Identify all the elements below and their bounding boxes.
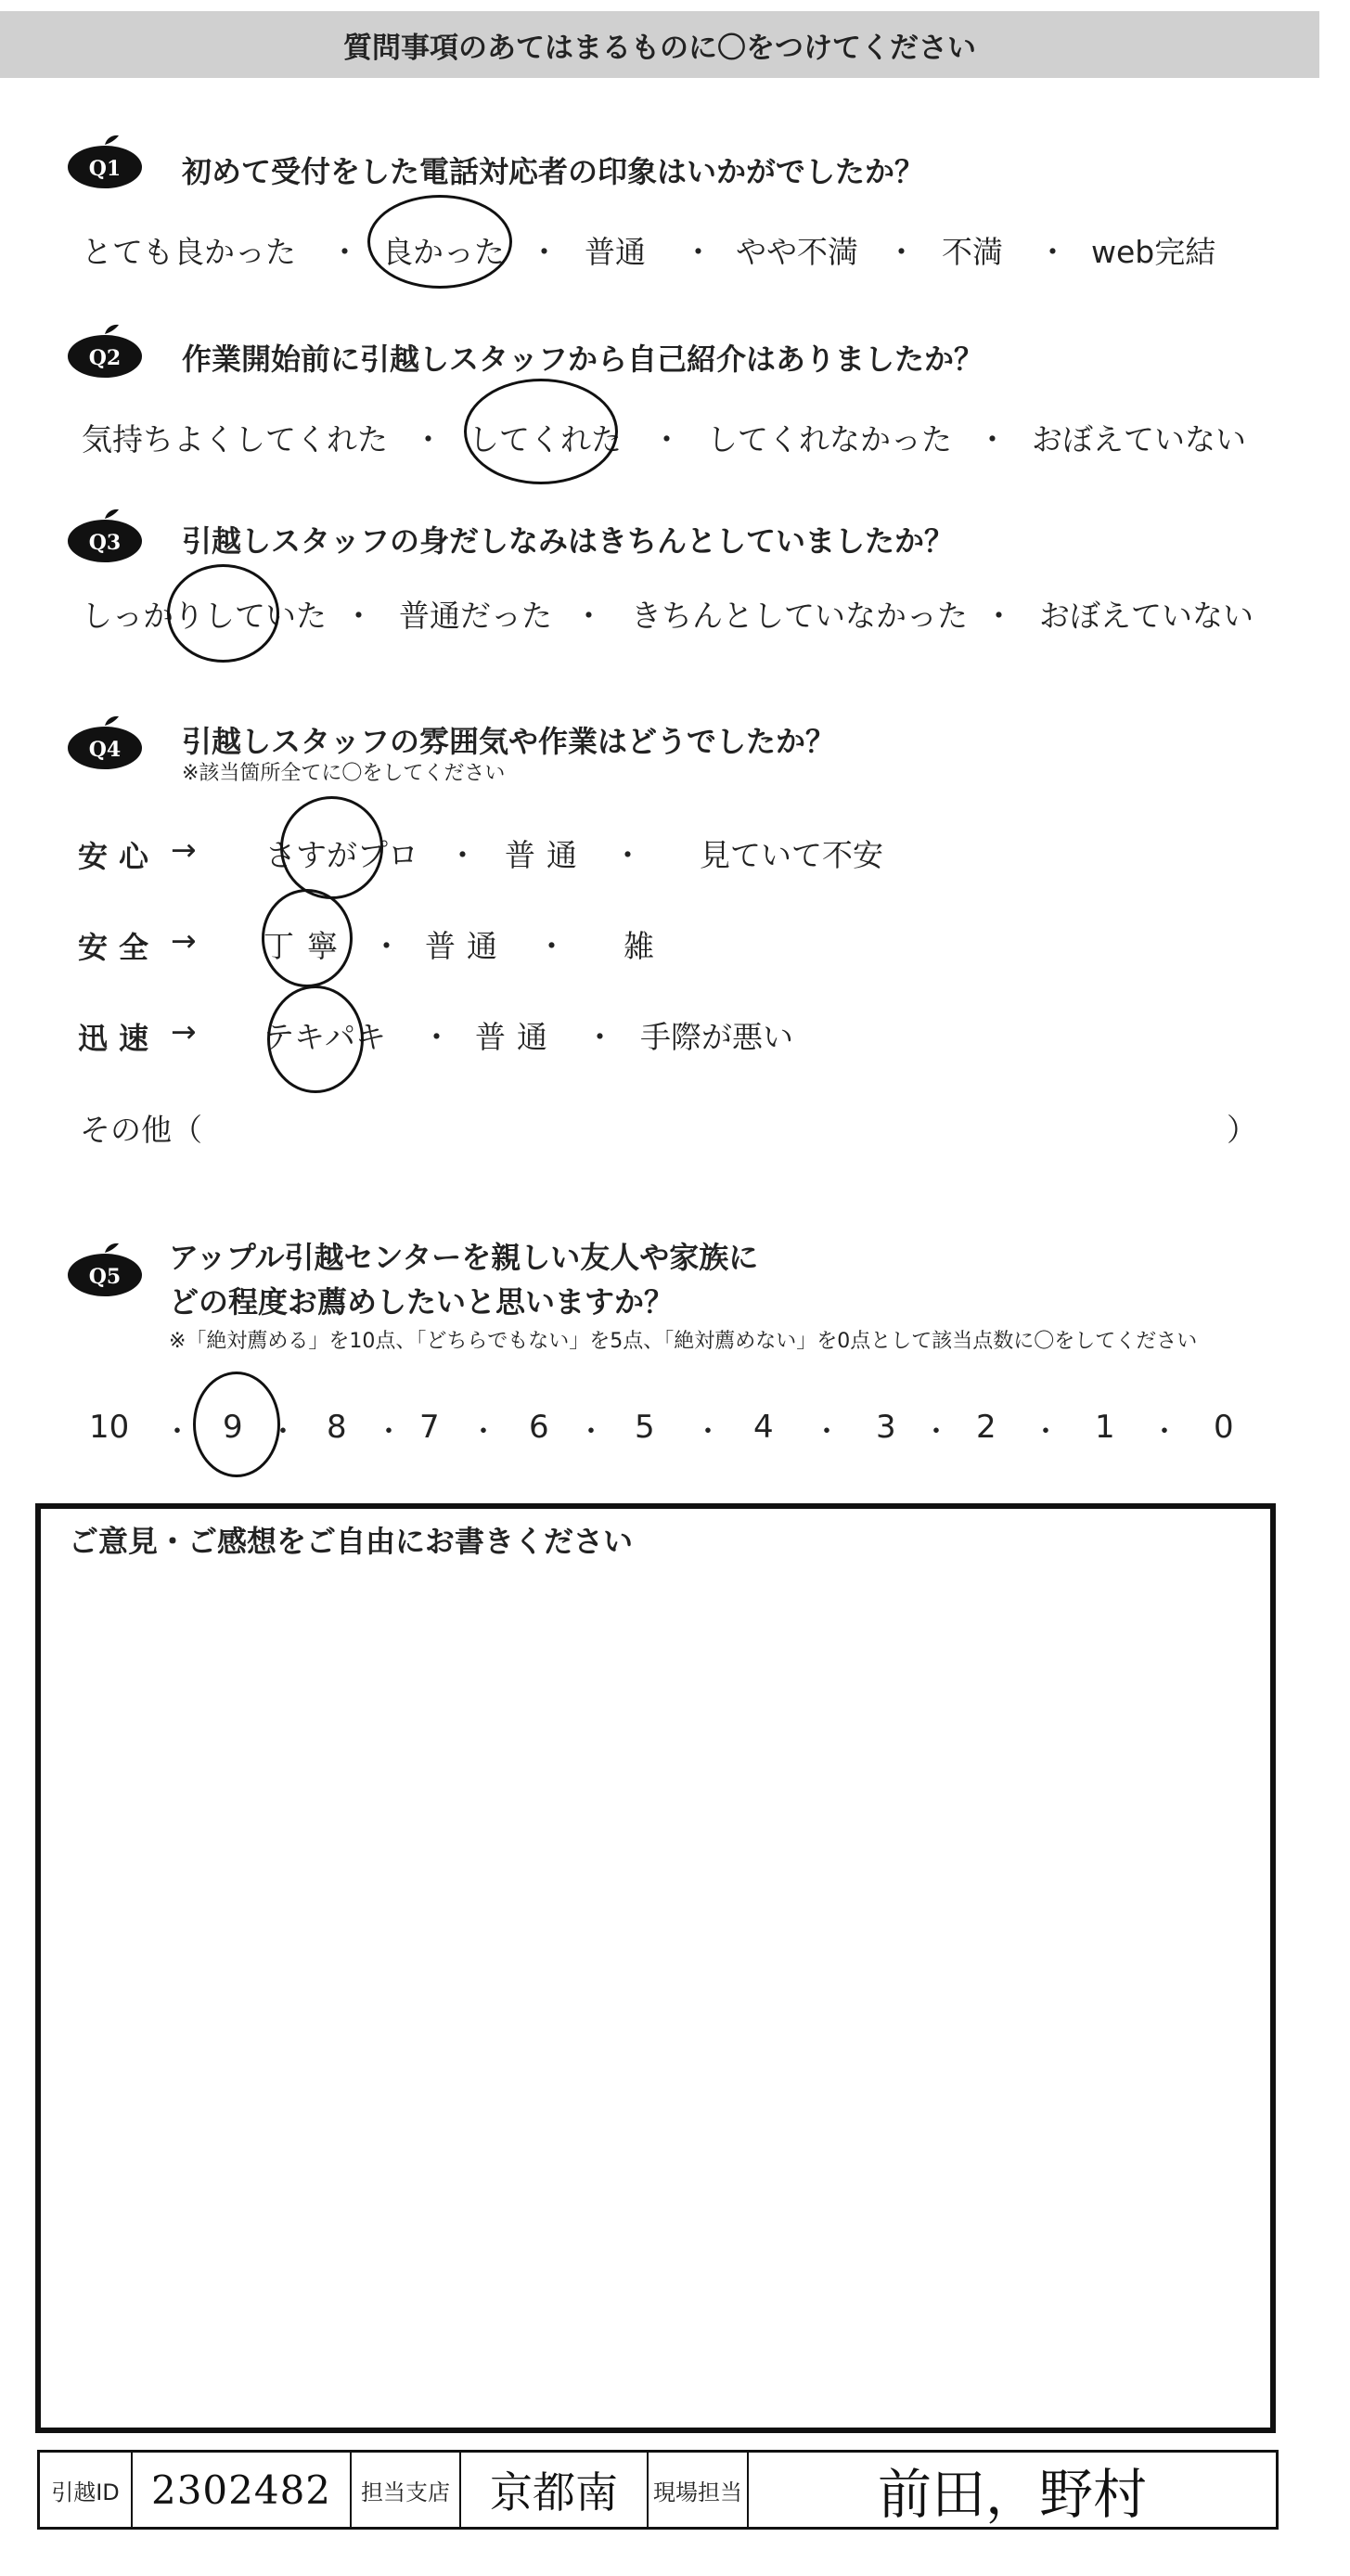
q5-question-line1: アップル引越センターを親しい友人や家族に (169, 1240, 759, 1275)
separator-dot: ・ (413, 421, 444, 457)
score-3[interactable]: 3 (876, 1409, 896, 1446)
q1-option-good[interactable]: 良かった (382, 234, 505, 270)
separator-dot: ・ (375, 1416, 403, 1449)
q1-option-very-good[interactable]: とても良かった (82, 234, 296, 270)
separator-dot: ・ (447, 837, 478, 873)
q1-option-unsatisfied[interactable]: 不満 (942, 234, 1003, 270)
comment-body[interactable] (74, 1568, 1243, 2403)
separator-dot: ・ (536, 928, 567, 964)
score-10[interactable]: 10 (89, 1409, 130, 1446)
q2-question: 作業開始前に引越しスタッフから自己紹介はありましたか？ (182, 341, 984, 377)
arrow-icon: → (171, 831, 197, 868)
separator-dot: ・ (813, 1416, 841, 1449)
separator-dot: ・ (573, 598, 604, 634)
q1-option-normal[interactable]: 普通 (585, 234, 646, 270)
separator-dot: ・ (1151, 1416, 1178, 1449)
instructions-banner: 質問事項のあてはまるものに〇をつけてください (0, 11, 1319, 78)
q1-question: 初めて受付をした電話対応者の印象はいかがでしたか？ (182, 154, 925, 189)
score-6[interactable]: 6 (529, 1409, 549, 1446)
svg-text:Q5: Q5 (88, 1265, 122, 1289)
staff-value-cell[interactable] (749, 2453, 1276, 2527)
q4-safety-option-careful[interactable]: 丁寧 (264, 928, 351, 964)
separator-dot: ・ (886, 234, 917, 270)
separator-dot: ・ (651, 421, 682, 457)
arrow-icon: → (171, 922, 197, 959)
q4-row-label-safety: 安全 (78, 930, 161, 965)
separator-dot: ・ (577, 1416, 605, 1449)
q4-badge-icon (65, 713, 145, 770)
score-8[interactable]: 8 (327, 1409, 347, 1446)
q3-question: 引越しスタッフの身だしなみはきちんとしていましたか？ (182, 523, 955, 559)
score-2[interactable]: 2 (976, 1409, 996, 1446)
q4-row-label-relief: 安心 (78, 839, 161, 874)
score-0[interactable]: 0 (1214, 1409, 1234, 1446)
q4-speed-option-brisk[interactable]: テキパキ (264, 1019, 386, 1055)
separator-dot: ・ (343, 598, 374, 634)
separator-dot: ・ (984, 598, 1014, 634)
q4-relief-option-pro[interactable]: さすがプロ (265, 837, 418, 873)
q1-badge-icon (65, 132, 145, 189)
move-id-value: 2302482 (150, 2467, 332, 2513)
staff-label: 現場担当 (653, 2479, 742, 2505)
svg-text:Q3: Q3 (88, 531, 122, 555)
q4-speed-option-normal[interactable]: 普通 (475, 1019, 559, 1055)
staff-info-footer (37, 2450, 1279, 2530)
staff-value: 前田，野村 (877, 2463, 1147, 2526)
separator-dot: ・ (1037, 234, 1068, 270)
q4-safety-option-normal[interactable]: 普通 (425, 928, 508, 964)
branch-label: 担当支店 (361, 2479, 450, 2505)
q2-option-did-not[interactable]: してくれなかった (707, 421, 952, 457)
score-1[interactable]: 1 (1095, 1409, 1115, 1446)
separator-dot: ・ (371, 928, 402, 964)
separator-dot: ・ (269, 1416, 297, 1449)
score-9[interactable]: 9 (223, 1409, 243, 1446)
branch-label-cell (352, 2453, 461, 2527)
q4-row-label-speed: 迅速 (78, 1021, 161, 1056)
separator-dot: ・ (1032, 1416, 1060, 1449)
q4-question: 引越しスタッフの雰囲気や作業はどうでしたか？ (182, 724, 836, 759)
q4-relief-option-uneasy[interactable]: 見ていて不安 (700, 837, 883, 873)
q2-option-did[interactable]: してくれた (469, 421, 622, 457)
separator-dot: ・ (612, 837, 643, 873)
q4-speed-option-clumsy[interactable]: 手際が悪い (640, 1019, 793, 1055)
q2-option-gladly[interactable]: 気持ちよくしてくれた (82, 421, 388, 457)
q2-badge-icon (65, 321, 145, 379)
svg-text:Q2: Q2 (88, 346, 122, 370)
comment-title: ご意見・ご感想をご自由にお書きください (69, 1524, 634, 1559)
move-id-value-cell[interactable] (133, 2453, 352, 2527)
separator-dot: ・ (922, 1416, 950, 1449)
score-7[interactable]: 7 (419, 1409, 440, 1446)
separator-dot: ・ (163, 1416, 191, 1449)
score-5[interactable]: 5 (635, 1409, 655, 1446)
svg-text:Q1: Q1 (88, 157, 122, 181)
q1-option-web[interactable]: web完結 (1091, 234, 1216, 270)
move-id-label-cell (40, 2453, 133, 2527)
separator-dot: ・ (469, 1416, 497, 1449)
q5-note: ※「絶対薦める」を10点、「どちらでもない」を5点、「絶対薦めない」を0点として該当点数に〇をしてください (169, 1330, 1198, 1353)
q4-safety-option-sloppy[interactable]: 雑 (624, 928, 654, 964)
q4-relief-option-normal[interactable]: 普通 (505, 837, 588, 873)
branch-value-cell[interactable] (461, 2453, 649, 2527)
separator-dot: ・ (421, 1019, 452, 1055)
separator-dot: ・ (329, 234, 360, 270)
q3-option-neat[interactable]: しっかりしていた (82, 598, 327, 634)
q3-option-dont-remember[interactable]: おぼえていない (1039, 598, 1254, 634)
q3-badge-icon (65, 506, 145, 563)
separator-dot: ・ (977, 421, 1008, 457)
separator-dot: ・ (694, 1416, 722, 1449)
separator-dot: ・ (683, 234, 714, 270)
branch-value: 京都南 (490, 2467, 618, 2518)
q4-other-close: ） (1227, 1112, 1257, 1148)
q3-option-normal[interactable]: 普通だった (399, 598, 552, 634)
q4-note: ※該当箇所全てに〇をしてください (182, 762, 506, 785)
q4-other-field[interactable] (251, 1106, 1215, 1143)
q5-badge-icon (65, 1240, 145, 1297)
q4-other-label: その他（ (80, 1112, 202, 1148)
q2-option-dont-remember[interactable]: おぼえていない (1032, 421, 1246, 457)
arrow-icon: → (171, 1013, 197, 1050)
staff-label-cell (649, 2453, 749, 2527)
q1-option-slightly-unsatisfied[interactable]: やや不満 (736, 234, 858, 270)
separator-dot: ・ (529, 234, 559, 270)
q3-option-not-neat[interactable]: きちんとしていなかった (631, 598, 968, 634)
move-id-label: 引越ID (51, 2479, 120, 2505)
score-4[interactable]: 4 (753, 1409, 774, 1446)
q5-question-line2: どの程度お薦めしたいと思いますか？ (169, 1284, 675, 1320)
svg-text:Q4: Q4 (88, 738, 122, 762)
separator-dot: ・ (585, 1019, 615, 1055)
